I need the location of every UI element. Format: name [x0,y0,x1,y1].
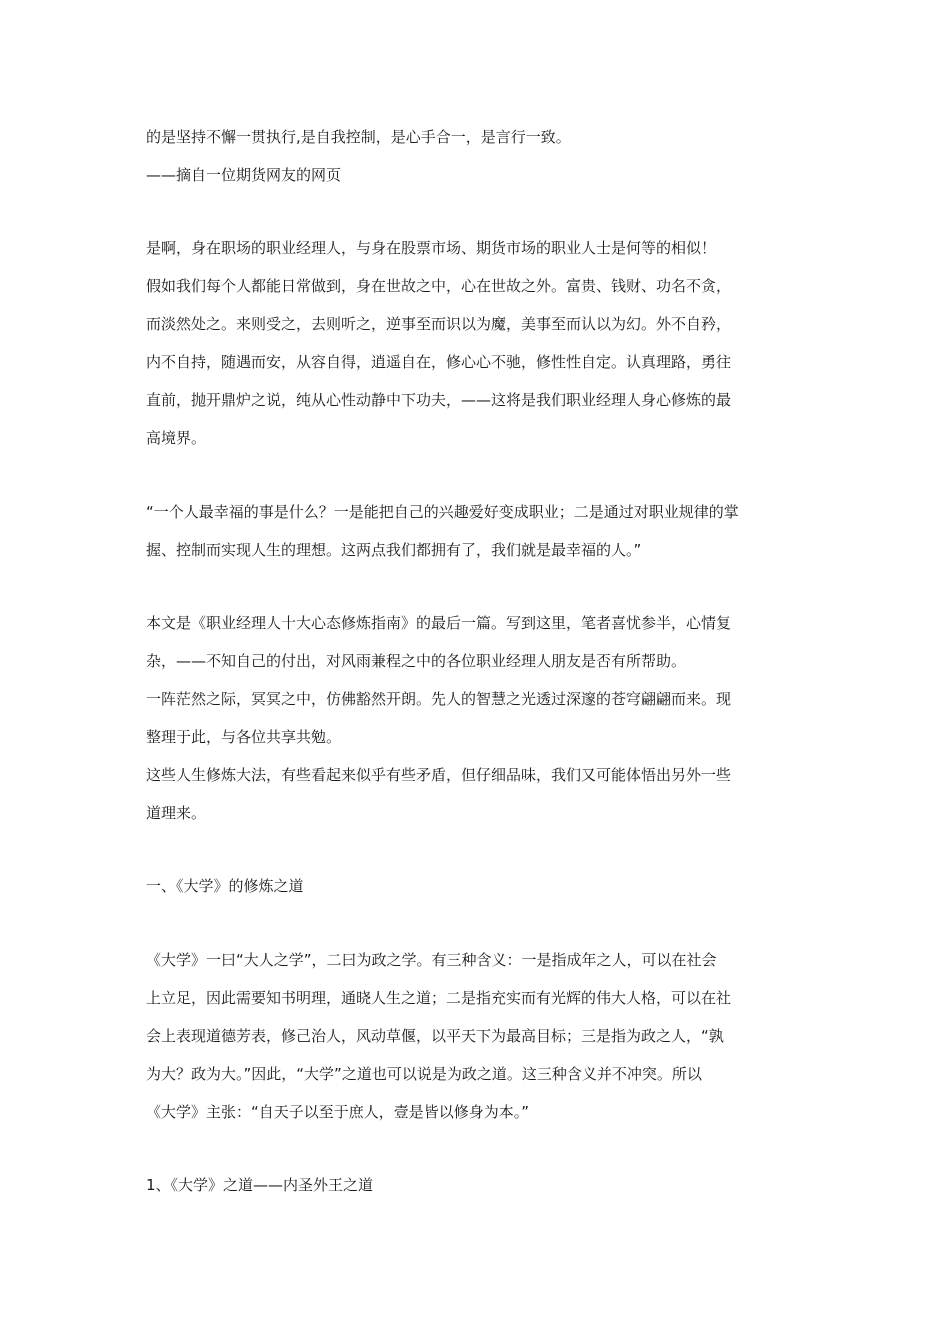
paragraph-line: 是啊，身在职场的职业经理人，与身在股票市场、期货市场的职业人士是何等的相似！ [146,239,717,257]
quote-source: ——摘自一位期货网友的网页 [146,166,342,184]
paragraph-line: 整理于此，与各位共享共勉。 [146,728,342,746]
paragraph-line: 杂，——不知自己的付出，对风雨兼程之中的各位职业经理人朋友是否有所帮助。 [146,652,687,670]
paragraph-line: 内不自持，随遇而安，从容自得，逍遥自在，修心心不驰，修性性自定。认真理路，勇往 [146,353,732,371]
paragraph-line: 的是坚持不懈一贯执行,是自我控制，是心手合一，是言行一致。 [146,128,571,146]
paragraph-line: 直前，抛开鼎炉之说，纯从心性动静中下功夫，——这将是我们职业经理人身心修炼的最 [146,391,732,409]
paragraph-line: 本文是《职业经理人十大心态修炼指南》的最后一篇。写到这里，笔者喜忧参半，心情复 [146,614,732,632]
section-heading: 一、《大学》的修炼之道 [146,877,304,895]
paragraph-line: “一个人最幸福的事是什么？一是能把自己的兴趣爱好变成职业；二是通过对职业规律的掌 [146,503,739,521]
paragraph-line: 握、控制而实现人生的理想。这两点我们都拥有了，我们就是最幸福的人。” [146,541,642,559]
paragraph-line: 这些人生修炼大法，有些看起来似乎有些矛盾，但仔细品味，我们又可能体悟出另外一些 [146,766,732,784]
paragraph-line: 会上表现道德芳表，修己治人，风动草偃，以平天下为最高目标；三是指为政之人，“孰 [146,1027,724,1045]
paragraph-line: 《大学》一曰“大人之学”，二曰为政之学。有三种含义：一是指成年之人，可以在社会 [146,951,717,969]
paragraph-line: 道理来。 [146,804,207,822]
paragraph-line: 上立足，因此需要知书明理，通晓人生之道；二是指充实而有光辉的伟大人格，可以在社 [146,989,732,1007]
paragraph-line: 而淡然处之。来则受之，去则听之，逆事至而识以为魔，美事至而认以为幻。外不自矜， [146,315,732,333]
paragraph-line: 一阵茫然之际，冥冥之中，仿佛豁然开朗。先人的智慧之光透过深邃的苍穹翩翩而来。现 [146,690,732,708]
paragraph-line: 高境界。 [146,429,207,447]
paragraph-line: 假如我们每个人都能日常做到，身在世故之中，心在世故之外。富贵、钱财、功名不贪， [146,277,732,295]
paragraph-line: 为大？政为大。”因此，“大学”之道也可以说是为政之道。这三种含义并不冲突。所以 [146,1065,702,1083]
subsection-heading: 1、《大学》之道——内圣外王之道 [146,1176,374,1194]
paragraph-line: 《大学》主张：“自天子以至于庶人，壹是皆以修身为本。” [146,1103,530,1121]
